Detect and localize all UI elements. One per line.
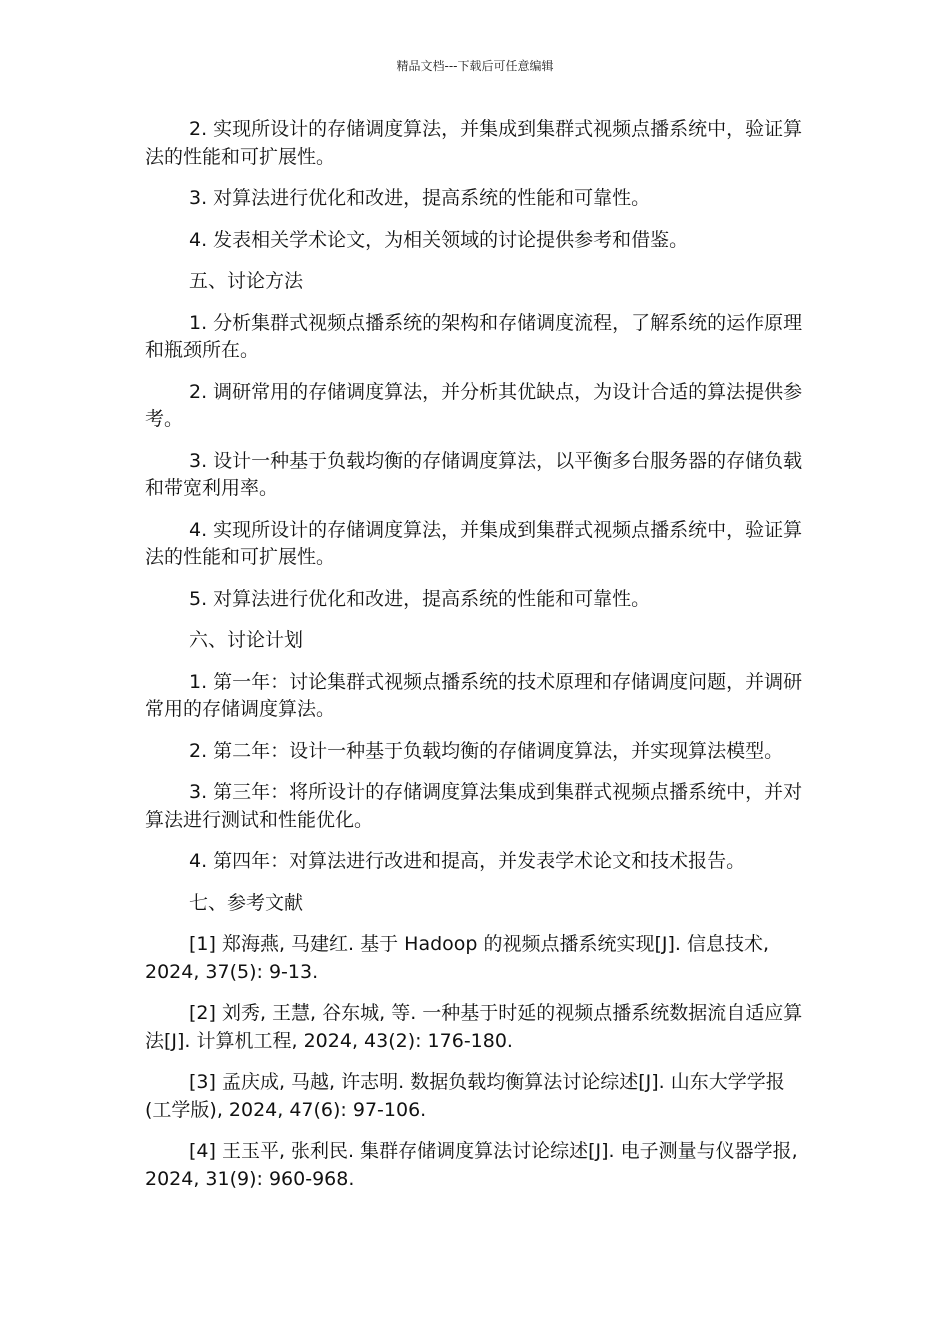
section-heading-methods: 五、讨论方法 — [189, 270, 304, 292]
method-item-4: 4. 实现所设计的存储调度算法，并集成到集群式视频点播系统中，验证算法的性能和可扩展性。 — [145, 518, 803, 568]
method-item-1: 1. 分析集群式视频点播系统的架构和存储调度流程，了解系统的运作原理和瓶颈所在。 — [145, 311, 803, 361]
section-heading-plan: 六、讨论计划 — [189, 629, 304, 651]
page-header: 精品文档---下载后可任意编辑 — [396, 59, 554, 73]
method-item-3: 3. 设计一种基于负载均衡的存储调度算法，以平衡多台服务器的存储负载和带宽利用率。 — [145, 449, 803, 499]
reference-item-1: [1] 郑海燕, 马建红. 基于 Hadoop 的视频点播系统实现[J]. 信息技术, 2024, 37(5): 9-13. — [145, 933, 770, 983]
method-item-5: 5. 对算法进行优化和改进，提高系统的性能和可靠性。 — [189, 587, 651, 610]
goal-item-4: 4. 发表相关学术论文，为相关领域的讨论提供参考和借鉴。 — [189, 228, 689, 251]
plan-item-3: 3. 第三年：将所设计的存储调度算法集成到集群式视频点播系统中，并对算法进行测试和性能优化。 — [145, 781, 803, 831]
plan-item-1: 1. 第一年：讨论集群式视频点播系统的技术原理和存储调度问题，并调研常用的存储调度算法。 — [145, 670, 803, 720]
goal-item-3: 3. 对算法进行优化和改进，提高系统的性能和可靠性。 — [189, 187, 651, 209]
reference-item-3: [3] 孟庆成, 马越, 许志明. 数据负载均衡算法讨论综述[J]. 山东大学学报(工学版), 2024, 47(6): 97-106. — [145, 1071, 785, 1121]
document-body — [145, 116, 810, 1207]
method-item-2: 2. 调研常用的存储调度算法，并分析其优缺点，为设计合适的算法提供参考。 — [145, 380, 803, 430]
plan-item-2: 2. 第二年：设计一种基于负载均衡的存储调度算法，并实现算法模型。 — [189, 739, 784, 762]
reference-item-2: [2] 刘秀, 王慧, 谷东城, 等. 一种基于时延的视频点播系统数据流自适应算法[J]. 计算机工程, 2024, 43(2): 176-180. — [145, 1002, 803, 1052]
plan-item-4: 4. 第四年：对算法进行改进和提高，并发表学术论文和技术报告。 — [189, 850, 746, 872]
section-heading-references: 七、参考文献 — [189, 891, 304, 914]
reference-item-4: [4] 王玉平, 张利民. 集群存储调度算法讨论综述[J]. 电子测量与仪器学报, 2024, 31(9): 960-968. — [145, 1140, 798, 1190]
goal-item-2: 2. 实现所设计的存储调度算法，并集成到集群式视频点播系统中，验证算法的性能和可扩展性。 — [145, 118, 803, 168]
